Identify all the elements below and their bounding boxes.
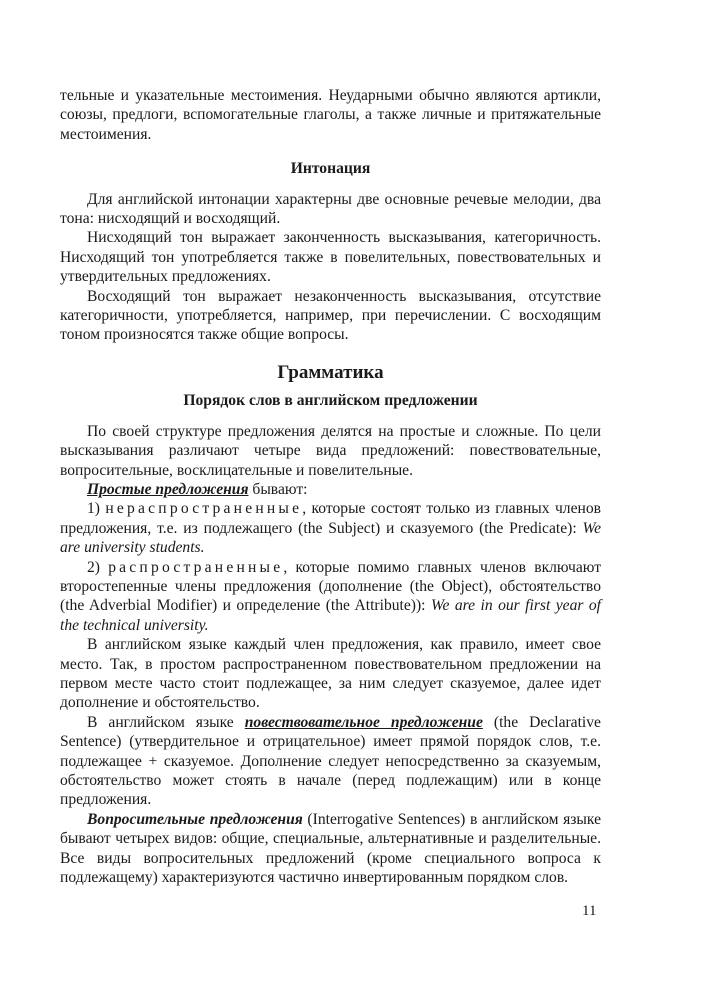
simple-sentences-rest: бывают: <box>248 480 308 498</box>
declarative-prefix: В английском языке <box>87 713 245 731</box>
intonation-paragraph-1: Для английской интонации характерны две основные речевые мелодии, два тона: нисходящий и восходящий. <box>60 190 601 228</box>
simple-sentences-line <box>60 480 601 499</box>
interrogative-paragraph <box>60 810 601 888</box>
list-item-2-term: распространенные <box>108 558 284 576</box>
list-item-1 <box>60 499 601 557</box>
grammar-paragraph-1: По своей структуре предложения делятся на простые и сложные. По цели высказывания различают четыре вида предложений: повествовательные, вопросительные, восклицательные и повелительные. <box>60 422 601 479</box>
word-order-paragraph: В английском языке каждый член предложения, как правило, имеет свое место. Так, в простом распространенном повествовательном предложении на первом месте часто стоит подлежащее, за ним следует сказуемое, далее идет дополнение и обстоятельство. <box>60 636 601 712</box>
list-item-1-term: нераспространенные <box>105 500 303 518</box>
intonation-paragraph-3: Восходящий тон выражает незаконченность высказывания, отсутствие категоричности, употребляется, например, при перечислении. С восходящим тоном произносятся также общие вопросы. <box>60 287 601 344</box>
interrogative-rest: (Interrogative Sentences) в английском языке бывают четырех видов: общие, специальные, альтернативные и разделительные. Все виды вопросительных предложений (кроме специального вопроса к подлежащему) характеризуются частично инвертированным порядком слов. <box>60 810 602 887</box>
page-content <box>60 86 601 887</box>
declarative-rest: (the Declarative Sentence) (утвердительное и отрицательное) имеет прямой порядок слов, т.е. подлежащее + сказуемое. Дополнение следует непосредственно за сказуемым, обстоятельство может стоять в начале (перед подлежащим) или в конце предложения. <box>60 713 601 809</box>
simple-sentences-term: Простые предложения <box>87 480 249 498</box>
intonation-heading: Интонация <box>290 160 371 178</box>
declarative-term: повествовательное предложение <box>244 713 483 731</box>
list-item-1-text: , которые состоят только из главных членов предложения, т.е. из подлежащего (the Subject) и сказуемого (the Predicate): <box>60 500 601 537</box>
intonation-paragraph-2: Нисходящий тон выражает законченность высказывания, категоричность. Нисходящий тон употребляется также в повелительных, повествовательных и утвердительных предложениях. <box>60 229 601 286</box>
list-item-1-example: We are university students. <box>60 519 601 557</box>
list-item-1-number: 1) <box>87 500 106 518</box>
interrogative-term: Вопросительные предложения <box>87 810 303 828</box>
declarative-paragraph <box>60 713 601 810</box>
grammar-heading: Грамматика <box>277 361 384 383</box>
page-number: 11 <box>582 903 597 919</box>
list-item-2 <box>60 558 601 636</box>
intro-paragraph: тельные и указательные местоимения. Неударными обычно являются артикли, союзы, предлоги, вспомогательные глаголы, а также личные и притяжательные местоимения. <box>60 87 601 143</box>
list-item-2-number: 2) <box>87 558 109 576</box>
list-item-2-text: , которые помимо главных членов включают второстепенные члены предложения (дополнение (the Object), обстоятельство (the Adverbial Modifier) и определение (the Attribute)): <box>60 558 602 615</box>
list-item-2-example: We are in our first year of the technical university. <box>60 597 601 634</box>
word-order-subheading: Порядок слов в английском предложении <box>183 392 478 410</box>
